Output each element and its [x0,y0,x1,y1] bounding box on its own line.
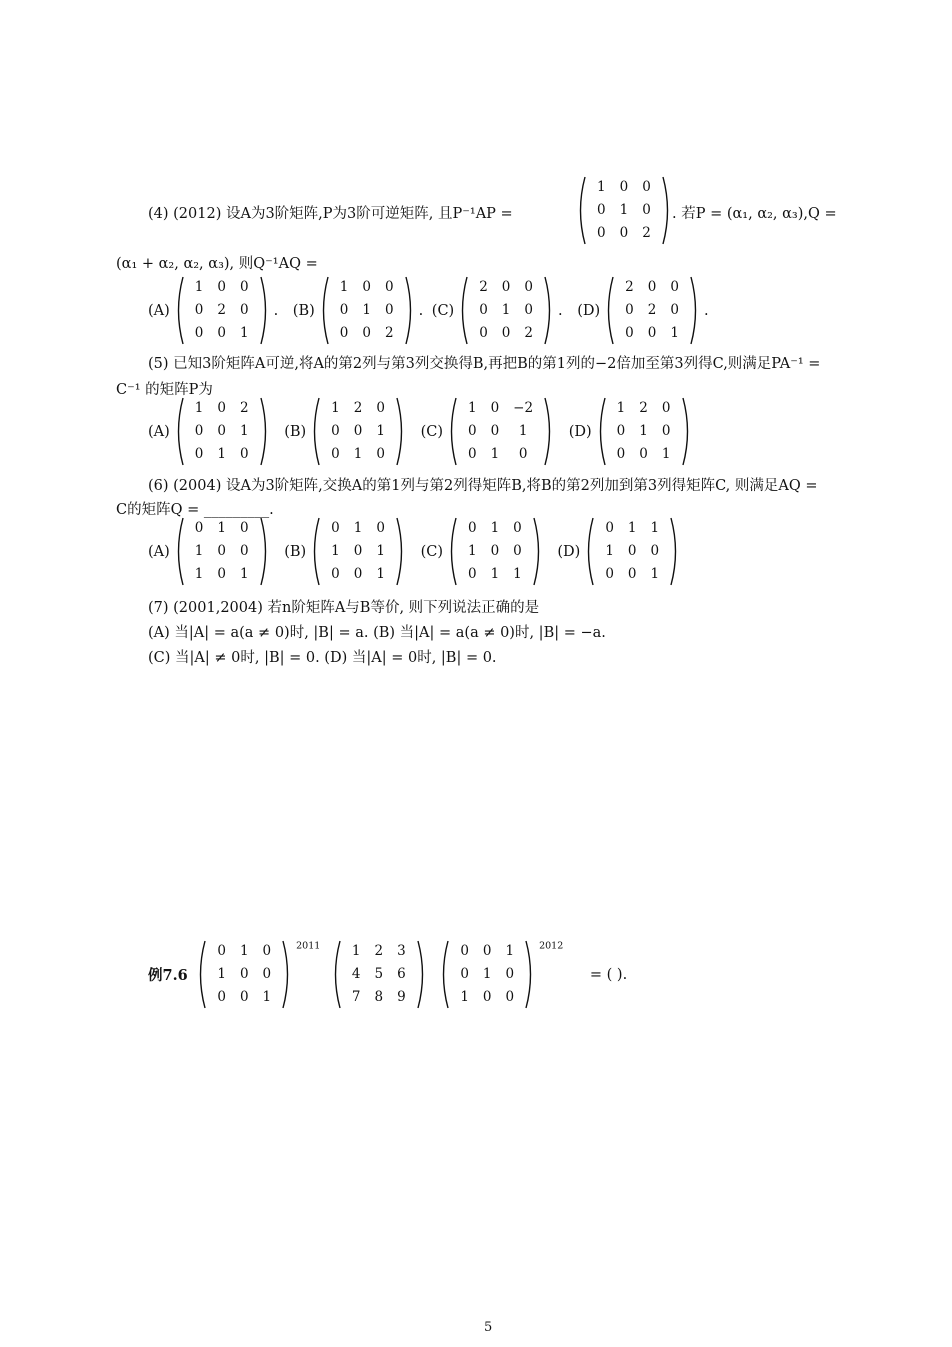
q6-options [148,517,684,586]
matrix-cell: 2 [647,302,657,318]
matrix [454,276,558,345]
q5-option-a: (A) 1 0 2 0 0 1 0 1 0 [148,424,274,440]
matrix-row [333,299,401,322]
matrix-cell: 1 [639,423,648,439]
right-paren [404,276,416,345]
matrix-row [453,986,521,1009]
matrix-cell: 0 [619,225,629,241]
matrix-cell: 0 [597,202,606,218]
matrix-cell: 6 [397,966,406,982]
matrix-cell: 0 [331,423,340,439]
q4-line2: (α₁ + α₂, α₂, α₃), 则Q⁻¹AQ = [116,256,318,272]
matrix-cell: 0 [467,446,477,462]
q4-option-a: (A) 1 0 0 0 2 0 0 0 1 . [148,303,283,319]
left-paren [173,276,185,345]
matrix-cell: 0 [353,566,363,582]
matrix-cell: 0 [467,423,477,439]
matrix-row [188,322,256,345]
matrix-cell: 0 [597,225,606,241]
matrix-cell: 0 [194,325,204,341]
matrix-cell: 0 [194,423,204,439]
matrix [592,397,696,466]
matrix-cell: 0 [524,302,533,318]
matrix-cell: 0 [670,279,679,295]
matrix-cell: 1 [513,566,522,582]
matrix-cell: 0 [490,423,500,439]
q5-option-d: (D) 1 2 0 0 1 0 0 0 1 [569,424,696,440]
left-paren [446,517,458,586]
matrix-row [333,276,401,299]
q5-option-c: (C) 1 0 −2 0 0 1 0 1 0 [421,424,559,440]
matrix-row [345,963,413,986]
matrix-cell: 0 [262,966,272,982]
matrix-cell: −2 [513,400,534,416]
matrix-cell: 2 [353,400,363,416]
right-paren [681,397,693,466]
matrix [580,517,684,586]
matrix-cell: 0 [501,325,511,341]
matrix-cell: 0 [384,302,394,318]
matrix-cell: 0 [490,543,500,559]
q4-lead: (4) (2012) 设A为3阶矩阵,P为3阶可逆矩阵, 且P⁻¹AP = [148,206,513,222]
left-paren [457,276,469,345]
matrix-row [324,540,392,563]
matrix-cell: 0 [627,566,637,582]
example-matrix-1 [192,940,296,1009]
matrix-row [590,199,658,222]
matrix-cell: 1 [376,543,385,559]
matrix-cell: 0 [647,325,657,341]
right-paren [543,276,555,345]
matrix-row [461,517,529,540]
matrix-cell: 0 [479,325,488,341]
matrix-row [324,397,392,420]
matrix-row [610,420,678,443]
matrix-cell: 0 [262,943,272,959]
matrix-cell: 0 [650,543,660,559]
matrix-cell: 0 [625,325,634,341]
matrix-row [610,443,678,466]
matrix-cell: 1 [353,446,363,462]
q4-option-c: (C) 2 0 0 0 1 0 0 0 2 . [432,303,567,319]
matrix-row [324,443,392,466]
matrix-row [610,397,678,420]
q7-line3: (C) 当|A| ≠ 0时, |B| = 0. (D) 当|A| = 0时, |B| = 0. [148,650,497,666]
matrix-cell: 0 [376,520,385,536]
matrix-cell: 1 [490,520,500,536]
matrix [170,276,274,345]
matrix-row [345,986,413,1009]
matrix-row [453,963,521,986]
right-paren [524,940,536,1009]
matrix-cell: 0 [505,989,515,1005]
matrix-cell: 0 [460,943,469,959]
matrix-cell: 1 [239,423,249,439]
q5-line2: C⁻¹ 的矩阵P为 [116,382,213,398]
matrix-cell: 0 [467,566,477,582]
matrix-cell: 2 [374,943,384,959]
matrix-cell: 0 [376,446,385,462]
matrix [572,176,676,245]
matrix-cell: 0 [217,943,226,959]
matrix-cell: 0 [331,446,340,462]
matrix-cell: 1 [262,989,272,1005]
q7-line2: (A) 当|A| = a(a ≠ 0)时, |B| = a. (B) 当|A| = a(a ≠ 0)时, |B| = −a. [148,625,606,641]
matrix-cell: 1 [467,543,477,559]
matrix-cell: 0 [239,302,249,318]
matrix-cell: 0 [239,966,249,982]
matrix-cell: 1 [353,520,363,536]
matrix-cell: 0 [642,179,651,195]
matrix-cell: 2 [639,400,648,416]
matrix-cell: 1 [490,566,500,582]
matrix-cell: 0 [362,279,371,295]
matrix [306,397,410,466]
matrix-row [472,276,540,299]
matrix-row [618,276,686,299]
matrix-row [472,322,540,345]
matrix-cell: 1 [650,520,660,536]
matrix-cell: 1 [605,543,614,559]
matrix-cell: 0 [194,520,204,536]
example-label: 例7.6 [148,967,188,984]
matrix-cell: 1 [661,446,671,462]
matrix-cell: 1 [460,989,469,1005]
matrix-cell: 1 [616,400,626,416]
right-paren [281,940,293,1009]
matrix-row [618,322,686,345]
matrix-row [461,397,540,420]
matrix-cell: 0 [501,279,511,295]
matrix-cell: 0 [605,566,614,582]
matrix-cell: 0 [482,943,492,959]
matrix-cell: 7 [351,989,361,1005]
right-paren [395,397,407,466]
matrix [443,517,547,586]
matrix-row [472,299,540,322]
matrix-cell: 0 [217,279,226,295]
left-paren [309,397,321,466]
matrix-cell: 3 [397,943,406,959]
matrix-cell: 0 [642,202,651,218]
matrix-cell: 0 [490,400,500,416]
matrix-cell: 0 [670,302,679,318]
matrix-cell: 0 [217,566,226,582]
matrix-row [210,963,278,986]
matrix-cell: 0 [239,520,249,536]
example-matrix-2 [327,940,431,1009]
matrix-row [324,563,392,586]
matrix-cell: 0 [518,446,528,462]
matrix-row [333,322,401,345]
left-paren [195,940,207,1009]
matrix [315,276,419,345]
q6-option-a: (A) 0 1 0 1 0 0 1 0 1 [148,544,274,560]
matrix-row [598,517,666,540]
q4-options [148,276,709,345]
matrix-cell: 0 [661,400,671,416]
matrix [170,517,274,586]
matrix-cell: 0 [194,302,204,318]
matrix-cell: 8 [374,989,384,1005]
matrix-cell: 0 [339,302,349,318]
matrix-cell: 2 [625,279,634,295]
example-7-6 [148,940,627,1009]
matrix-cell: 0 [605,520,614,536]
matrix-cell: 0 [376,400,385,416]
matrix-cell: 0 [482,989,492,1005]
matrix [170,397,274,466]
matrix-cell: 1 [501,302,511,318]
right-paren [416,940,428,1009]
matrix-cell: 1 [217,446,226,462]
left-paren [595,397,607,466]
matrix-cell: 0 [625,302,634,318]
matrix-cell: 2 [384,325,394,341]
matrix-cell: 2 [217,302,226,318]
matrix-cell: 0 [524,279,533,295]
q5-options [148,397,695,466]
right-paren [259,276,271,345]
matrix-cell: 0 [619,179,629,195]
matrix-cell: 1 [239,325,249,341]
matrix-row [461,563,529,586]
exponent-2: 2012 [539,940,564,952]
matrix-row [324,517,392,540]
matrix-cell: 1 [194,400,204,416]
matrix-cell: 0 [217,989,226,1005]
matrix-cell: 4 [351,966,361,982]
right-paren [259,397,271,466]
matrix-cell: 1 [627,520,637,536]
q6-option-d: (D) 0 1 1 1 0 0 0 0 1 [557,544,684,560]
matrix-row [598,563,666,586]
matrix-row [188,563,256,586]
q4-option-b: (B) 1 0 0 0 1 0 0 0 2 . [293,303,428,319]
matrix-cell: 1 [239,566,249,582]
q5-option-b: (B) 1 2 0 0 0 1 0 1 0 [284,424,410,440]
matrix-cell: 0 [460,966,469,982]
matrix-cell: 1 [362,302,371,318]
matrix-cell: 0 [513,520,522,536]
matrix-row [590,176,658,199]
matrix-cell: 0 [217,325,226,341]
matrix-cell: 1 [482,966,492,982]
matrix-cell: 0 [331,520,340,536]
q6-option-b: (B) 0 1 0 1 0 1 0 0 1 [284,544,410,560]
matrix-cell: 1 [376,423,385,439]
matrix-cell: 2 [524,325,533,341]
matrix-row [453,940,521,963]
matrix-row [461,420,540,443]
q7-line1: (7) (2001,2004) 若n阶矩阵A与B等价, 则下列说法正确的是 [148,600,540,616]
matrix-cell: 9 [397,989,406,1005]
matrix-cell: 0 [239,446,249,462]
matrix-row [188,299,256,322]
q5-line1: (5) 已知3阶矩阵A可逆,将A的第2列与第3列交换得B,再把B的第1列的−2倍加至第3列得C,则满足PA⁻¹ = [148,356,821,372]
example-matrix-3 [435,940,539,1009]
matrix-cell: 1 [505,943,515,959]
matrix-row [188,420,256,443]
matrix-cell: 0 [239,989,249,1005]
matrix-cell: 0 [353,423,363,439]
matrix-cell: 0 [239,279,249,295]
matrix-row [188,397,256,420]
matrix-cell: 1 [376,566,385,582]
right-paren [669,517,681,586]
right-paren [532,517,544,586]
matrix-cell: 1 [518,423,528,439]
q6-line2: C的矩阵Q = _________. [116,502,274,518]
matrix-cell: 1 [597,179,606,195]
matrix-cell: 1 [490,446,500,462]
left-paren [438,940,450,1009]
matrix-cell: 1 [650,566,660,582]
left-paren [309,517,321,586]
left-paren [575,176,587,245]
right-paren [543,397,555,466]
matrix [600,276,704,345]
matrix-row [345,940,413,963]
exponent-1: 2011 [296,940,321,952]
matrix-cell: 1 [217,966,226,982]
matrix-cell: 0 [339,325,349,341]
matrix-cell: 1 [217,520,226,536]
matrix-cell: 0 [194,446,204,462]
left-paren [603,276,615,345]
matrix-cell: 0 [661,423,671,439]
matrix-cell: 1 [670,325,679,341]
q4-option-d: (D) 2 0 0 0 2 0 0 0 1 . [577,303,708,319]
matrix-cell: 2 [642,225,651,241]
q6-line1: (6) (2004) 设A为3阶矩阵,交换A的第1列与第2列得矩阵B,将B的第2列加到第3列得矩阵C, 则满足AQ = [148,478,818,494]
left-paren [318,276,330,345]
matrix-cell: 0 [331,566,340,582]
matrix-cell: 1 [194,279,204,295]
matrix-cell: 0 [384,279,394,295]
matrix-cell: 1 [339,279,349,295]
matrix-row [324,420,392,443]
matrix-cell: 5 [374,966,384,982]
matrix-cell: 0 [505,966,515,982]
left-paren [173,397,185,466]
matrix-row [598,540,666,563]
matrix-row [210,940,278,963]
matrix-cell: 0 [217,423,226,439]
matrix-cell: 0 [647,279,657,295]
right-paren [395,517,407,586]
matrix-row [590,222,658,245]
example-tail: = ( ). [589,966,628,983]
matrix-cell: 2 [479,279,488,295]
q6-option-c: (C) 0 1 0 1 0 0 0 1 1 [421,544,547,560]
matrix-row [188,540,256,563]
matrix-row [188,276,256,299]
matrix-cell: 0 [479,302,488,318]
matrix-cell: 1 [194,543,204,559]
right-paren [259,517,271,586]
matrix-row [188,517,256,540]
matrix-cell: 0 [217,543,226,559]
q4-tail: . 若P = (α₁, α₂, α₃),Q = [672,206,837,222]
matrix-cell: 1 [331,400,340,416]
matrix-cell: 0 [616,446,626,462]
matrix-row [461,540,529,563]
matrix-cell: 1 [351,943,361,959]
matrix [443,397,558,466]
right-paren [689,276,701,345]
matrix-cell: 2 [239,400,249,416]
matrix-cell: 1 [619,202,629,218]
matrix-cell: 0 [217,400,226,416]
matrix-row [618,299,686,322]
matrix-row [461,443,540,466]
left-paren [173,517,185,586]
matrix-cell: 1 [194,566,204,582]
matrix-cell: 0 [513,543,522,559]
matrix [306,517,410,586]
q4-matrix [572,176,676,245]
matrix-cell: 1 [467,400,477,416]
matrix-row [188,443,256,466]
matrix-cell: 0 [616,423,626,439]
matrix-cell: 0 [627,543,637,559]
matrix-cell: 0 [239,543,249,559]
matrix-cell: 0 [362,325,371,341]
left-paren [583,517,595,586]
matrix-row [210,986,278,1009]
left-paren [330,940,342,1009]
matrix-cell: 1 [331,543,340,559]
matrix-cell: 0 [639,446,648,462]
page-number: 5 [484,1320,493,1335]
matrix-cell: 1 [239,943,249,959]
matrix-cell: 0 [467,520,477,536]
left-paren [446,397,458,466]
matrix-cell: 0 [353,543,363,559]
